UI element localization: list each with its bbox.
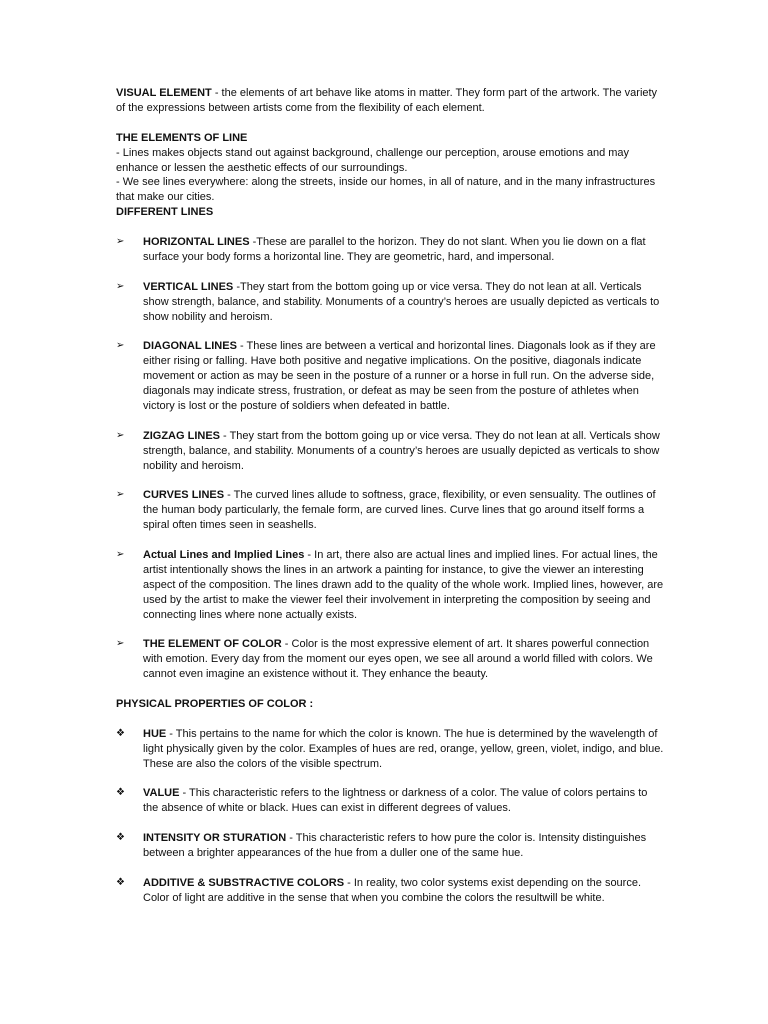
list-item-curves-lines: [116, 488, 664, 533]
list-item-additive-substractive: [116, 876, 664, 906]
spacer: [116, 712, 664, 727]
item-text: - Color is the most expressive element of art. It shares powerful connection with emotion. Every day from the moment our eyes open, we see all around a world filled with colors. We cannot even imagine an existence without it. They enhance the beauty.: [143, 638, 653, 681]
item-title: INTENSITY OR STURATION: [143, 832, 287, 845]
spacer: [116, 816, 664, 831]
arrow-bullet-icon: ➢: [116, 548, 125, 560]
item-text: - In art, there also are actual lines and implied lines. For actual lines, the artist intentionally shows the lines in an artwork a painting for instance, to give the viewer an interesting aspect of the composition. The lines drawn add to the quality of the whole work. Implied lines, however, are used by the artist to make the viewer feel their involvement in interpreting the composition by seeing and connecting lines where none actually exists.: [143, 548, 664, 621]
diamond-bullet-icon: ❖: [116, 876, 125, 888]
item-text: - In reality, two color systems exist depending on the source. Color of light are additive in the sense that when you combine the colors the resultwill be white.: [143, 876, 642, 904]
item-text: - This pertains to the name for which the color is known. The hue is determined by the wavelength of light physically given by the color. Examples of hues are red, orange, yellow, green, violet, indigo, and blue. These are also the colors of the visible spectrum.: [143, 727, 664, 770]
diamond-bullet-icon: ❖: [116, 832, 125, 844]
item-title: ZIGZAG LINES: [143, 429, 220, 442]
arrow-bullet-icon: ➢: [116, 236, 125, 248]
item-title: HORIZONTAL LINES: [143, 236, 250, 249]
item-text: - This characteristic refers to the lightness or darkness of a color. The value of colors pertains to the absence of white or black. Hues can exist in different degrees of values.: [143, 787, 648, 815]
item-title: VALUE: [143, 787, 180, 800]
item-title: THE ELEMENT OF COLOR: [143, 638, 282, 651]
list-item-element-of-color: [116, 637, 664, 682]
arrow-bullet-icon: ➢: [116, 340, 125, 352]
intro-paragraph: [116, 86, 664, 116]
item-title: Actual Lines and Implied Lines: [143, 548, 305, 561]
document-page: [116, 86, 664, 906]
different-lines-heading-text: DIFFERENT LINES: [116, 206, 214, 219]
diamond-bullet-icon: ❖: [116, 787, 125, 799]
elements-of-line-paragraph-2: - We see lines everywhere: along the streets, inside our homes, in all of nature, and in the many infrastructures that make our cities.: [116, 176, 656, 204]
spacer: [116, 324, 664, 339]
spacer: [116, 414, 664, 429]
color-properties-heading-text: PHYSICAL PROPERTIES OF COLOR :: [116, 698, 314, 711]
elements-of-line-heading-text: THE ELEMENTS OF LINE: [116, 131, 248, 144]
spacer: [116, 116, 664, 131]
different-lines-heading: [116, 205, 664, 220]
item-text: - These lines are between a vertical and horizontal lines. Diagonals look as if they are either rising or falling. Have both positive and negative implications. On the positive, diagonals indicate movement or action as may be seen in the posture of a runner or a horse in full run. On the adverse side, diagonals may indicate stress, frustration, or defeat as may be seen from the posture of athletes when victory is lost or the posture of soldiers when defeated in battle.: [143, 340, 656, 412]
list-item-diagonal-lines: [116, 339, 664, 414]
spacer: [116, 861, 664, 876]
item-text: -They start from the bottom going up or vice versa. They do not lean at all. Verticals show strength, balance, and stability. Monuments of a country’s heroes are usually depicted as verticals to show nobility and heroism.: [143, 280, 660, 323]
elements-of-line-heading: [116, 131, 664, 146]
item-text: -These are parallel to the horizon. They do not slant. When you lie down on a flat surface your body forms a horizontal line. They are geometric, hard, and impersonal.: [143, 236, 646, 263]
item-title: HUE: [143, 727, 167, 740]
visual-element-heading: VISUAL ELEMENT: [116, 87, 212, 99]
spacer: [116, 682, 664, 697]
arrow-bullet-icon: ➢: [116, 280, 125, 292]
item-text: - The curved lines allude to softness, grace, flexibility, or even sensuality. The outlines of the human body particularly, the female form, are curved lines. Curve lines that go around itself forms a spiral often times seen in seashells.: [143, 489, 656, 532]
spacer: [116, 473, 664, 488]
arrow-bullet-icon: ➢: [116, 638, 125, 650]
item-title: VERTICAL LINES: [143, 280, 234, 293]
item-title: ADDITIVE & SUBSTRACTIVE COLORS: [143, 876, 345, 889]
color-properties-heading: [116, 697, 664, 712]
list-item-horizontal-lines: [116, 235, 664, 265]
intro-text: - the elements of art behave like atoms in matter. They form part of the artwork. The variety of the expressions between artists come from the flexibility of each element.: [116, 87, 658, 114]
spacer: [116, 265, 664, 280]
list-item-hue: [116, 727, 664, 772]
list-item-zigzag-lines: [116, 429, 664, 474]
diamond-bullet-icon: ❖: [116, 727, 125, 739]
list-item-value: [116, 786, 664, 816]
spacer: [116, 772, 664, 787]
list-item-actual-implied-lines: [116, 548, 664, 623]
spacer: [116, 623, 664, 638]
item-title: DIAGONAL LINES: [143, 340, 237, 353]
elements-of-line-paragraph-1: - Lines makes objects stand out against background, challenge our perception, arouse emotions and may enhance or lessen the aesthetic effects of our surroundings.: [116, 146, 630, 174]
item-text: - This characteristic refers to how pure the color is. Intensity distinguishes between a brighter appearances of the hue from a duller one of the same hue.: [143, 832, 647, 860]
spacer: [116, 220, 664, 235]
item-title: CURVES LINES: [143, 489, 225, 502]
list-item-intensity: [116, 831, 664, 861]
arrow-bullet-icon: ➢: [116, 489, 125, 501]
arrow-bullet-icon: ➢: [116, 429, 125, 441]
list-item-vertical-lines: [116, 280, 664, 325]
spacer: [116, 533, 664, 548]
item-text: - They start from the bottom going up or vice versa. They do not lean at all. Verticals show strength, balance, and stability. Monuments of a country’s heroes are usually depicted as verticals to show nobility and heroism.: [143, 429, 660, 472]
